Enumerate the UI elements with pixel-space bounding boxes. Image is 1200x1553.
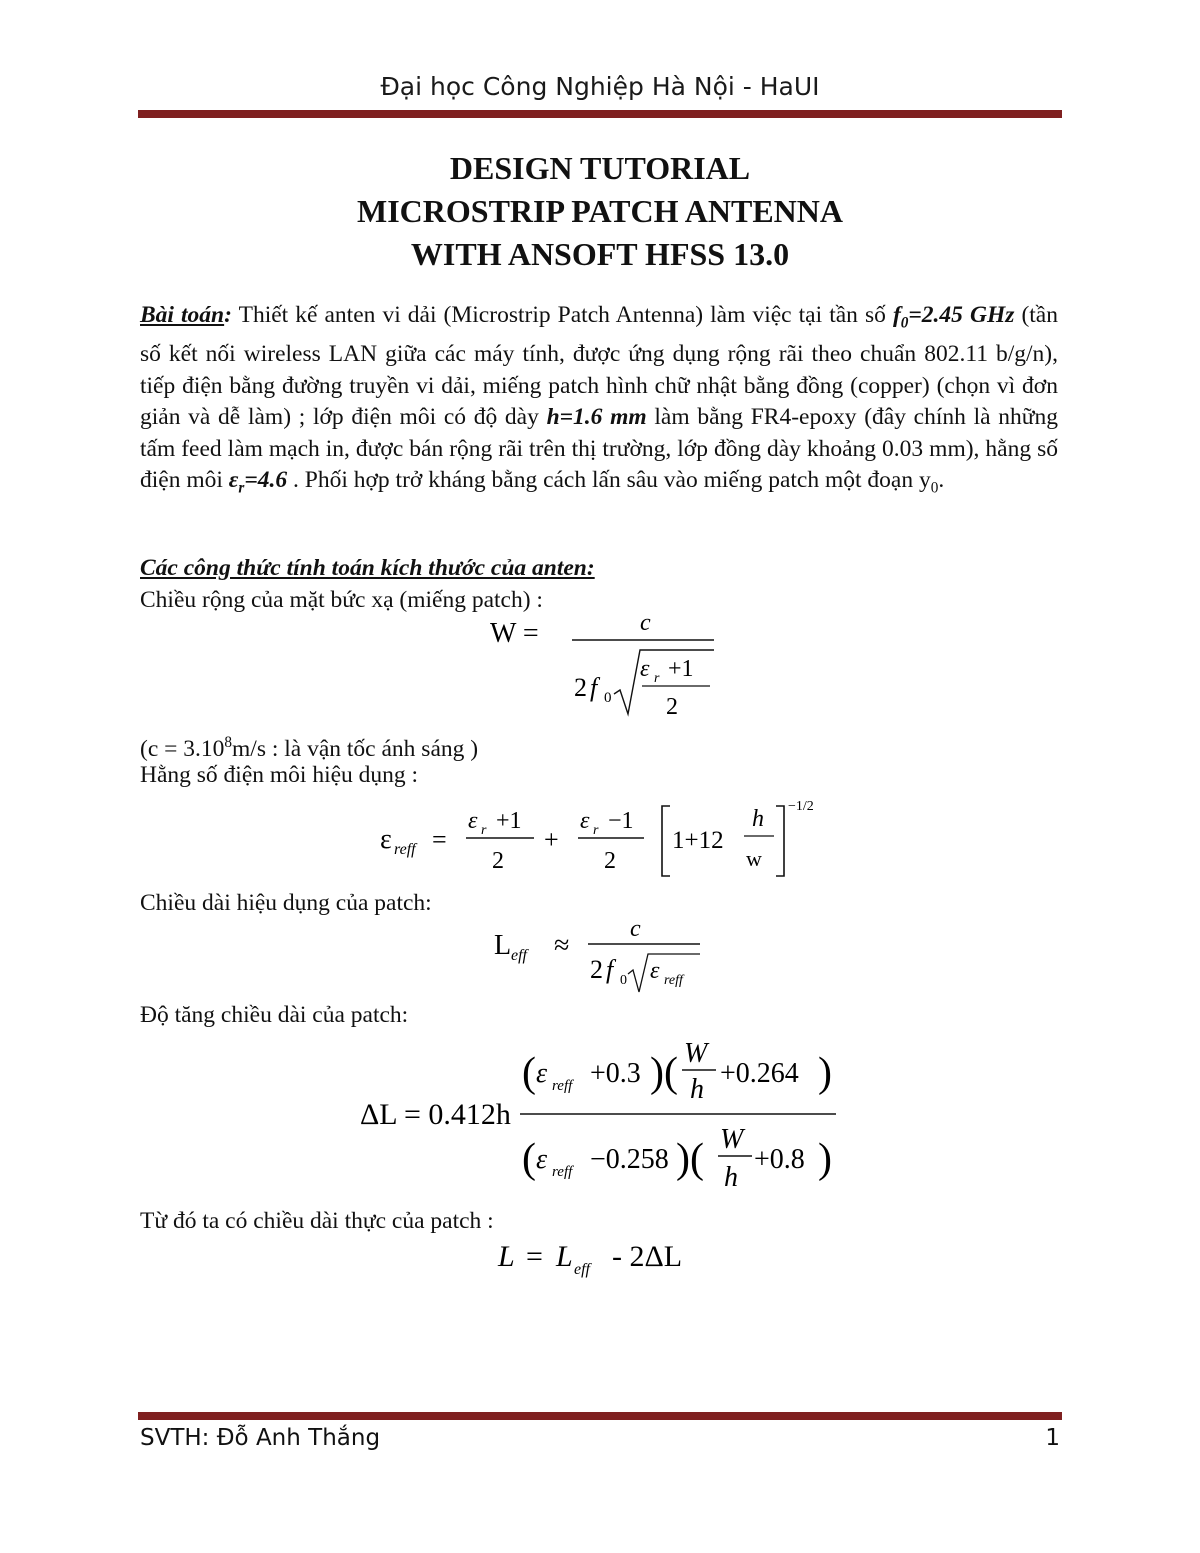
svg-text:+0.264: +0.264 <box>720 1058 799 1089</box>
svg-text:h: h <box>690 1074 704 1105</box>
svg-text:−1: −1 <box>608 808 634 834</box>
title-line-2: MICROSTRIP PATCH ANTENNA <box>357 193 843 229</box>
ereff-label: Hằng số điện môi hiệu dụng : <box>140 762 419 788</box>
svg-text:r: r <box>481 823 487 838</box>
svg-text:0: 0 <box>620 973 627 988</box>
svg-text:f: f <box>590 673 598 702</box>
svg-text:1+12: 1+12 <box>672 827 724 854</box>
header-rule <box>138 110 1062 118</box>
page-number: 1 <box>1045 1425 1060 1451</box>
svg-text:+0.3: +0.3 <box>590 1058 641 1089</box>
svg-text:): ) <box>818 1050 832 1096</box>
width-label: Chiều rộng của mặt bức xạ (miếng patch) : <box>140 587 543 613</box>
svg-text:+: + <box>544 825 559 854</box>
svg-text:2: 2 <box>590 955 603 984</box>
svg-text:c: c <box>630 916 641 942</box>
dl-label: Độ tăng chiều dài của patch: <box>140 1002 409 1028</box>
svg-text:(: ( <box>522 1136 536 1182</box>
y0-subscript: 0 <box>930 479 939 497</box>
svg-text:+1: +1 <box>668 656 694 682</box>
author: SVTH: Đỗ Anh Thắng <box>140 1425 381 1451</box>
svg-text:+0.8: +0.8 <box>754 1144 805 1175</box>
w-lhs: W = <box>490 618 539 649</box>
problem-text-2: (tần số kết nối wireless LAN giữa các máy tính, được ứng dụng rộng rãi theo chuẩn 802.11 b/g/n), tiếp điện bằng đường truyền vi dải, miếng patch hình chữ nhật bằng đồng (copper) (chọn vì đơn giản và dễ làm) ; lớp điện môi có độ dày <box>140 302 1058 431</box>
svg-text:W: W <box>684 1038 708 1069</box>
svg-text:ε: ε <box>580 808 590 834</box>
svg-text:reff: reff <box>664 973 683 988</box>
svg-text:): ) <box>650 1050 664 1096</box>
h-value: h=1.6 mm <box>546 404 647 431</box>
problem-label: Bài toán <box>140 302 225 328</box>
svg-text:reff: reff <box>552 1164 573 1180</box>
svg-text:=: = <box>526 1240 543 1273</box>
svg-text:w: w <box>746 846 762 871</box>
svg-text:h: h <box>752 806 764 832</box>
svg-text:eff: eff <box>574 1261 590 1278</box>
svg-text:≈: ≈ <box>554 930 570 961</box>
svg-text:reff: reff <box>394 841 416 858</box>
svg-text:2: 2 <box>492 848 504 874</box>
problem-text-4: . Phối hợp trở kháng bằng cách lấn sâu vào miếng patch một đoạn y <box>287 467 931 494</box>
problem-statement: Bài toán: Thiết kế anten vi dải (Microstrip Patch Antenna) làm việc tại tần số $f_0=2.45$ GHz (tần số kết nối wireless LAN giữa các máy tính, được ứng dụng rộng rãi theo chuẩn 802.11 b/g/n), tiếp điện bằng đường truyền vi dải, miếng patch hình chữ nhật bằng đồng (copper) (chọn vì đơn giản và dễ làm) ; lớp điện môi có độ dày h=1.6 mm làm bằng FR4-epoxy (đây chính là những tấm feed làm mạch in, được bán rộng rãi trên thị trường, lớp đồng dày khoảng 0.03 mm), hằng số điện môi $\varepsilon_r=4.6$ . Phối hợp trở kháng bằng cách lấn sâu vào miếng patch một đoạn $y_0$. <box>140 302 1058 497</box>
page-header: Đại học Công Nghiệp Hà Nội - HaUI <box>380 72 820 101</box>
problem-text-1: Thiết kế anten vi dải (Microstrip Patch Antenna) làm việc tại tần số <box>231 302 893 328</box>
f0-symbol: $f_0=2.45$ GHz <box>892 302 1015 332</box>
leff-label: Chiều dài hiệu dụng của patch: <box>140 890 432 916</box>
svg-text:): ) <box>676 1136 690 1182</box>
svg-text:2: 2 <box>666 694 678 720</box>
svg-text:2: 2 <box>604 848 616 874</box>
svg-text:eff: eff <box>511 947 527 964</box>
svg-text:ε: ε <box>536 1058 548 1089</box>
svg-text:0: 0 <box>604 690 612 706</box>
svg-text:ε: ε <box>380 824 392 855</box>
leff-formula <box>492 912 712 996</box>
formulas-heading: Các công thức tính toán kích thước của anten: <box>140 555 595 581</box>
svg-text:−1/2: −1/2 <box>788 799 814 814</box>
c-note: ($c = 3.10^8m/s$ : là vận tốc ánh sáng ) <box>140 734 479 762</box>
svg-text:(: ( <box>664 1050 678 1096</box>
svg-text:=: = <box>432 825 447 854</box>
width-formula <box>488 606 728 724</box>
title-line-3: WITH ANSOFT HFSS 13.0 <box>410 236 790 272</box>
svg-text:W: W <box>720 1124 744 1155</box>
svg-text:L: L <box>494 930 512 961</box>
problem-text-3: làm bằng FR4-epoxy (đây chính là những tấm feed làm mạch in, được bán rộng rãi trên thị trường, lớp đồng dày khoảng 0.03 mm), hằng số điện môi <box>140 404 1058 494</box>
svg-text:ε: ε <box>650 958 660 984</box>
svg-text:(: ( <box>522 1050 536 1096</box>
svg-text:- 2ΔL: - 2ΔL <box>612 1240 683 1273</box>
svg-text:r: r <box>654 671 660 686</box>
delta-l-formula <box>358 1030 848 1202</box>
svg-text:ΔL = 0.412h: ΔL = 0.412h <box>360 1098 511 1131</box>
svg-text:reff: reff <box>552 1078 573 1094</box>
svg-text:ε: ε <box>536 1144 548 1175</box>
svg-text:+1: +1 <box>496 808 522 834</box>
l-formula <box>496 1236 716 1278</box>
svg-text:ε: ε <box>468 808 478 834</box>
title-line-1: DESIGN TUTORIAL <box>449 150 751 186</box>
svg-text:(: ( <box>690 1136 704 1182</box>
svg-text:L: L <box>498 1240 515 1273</box>
l-label: Từ đó ta có chiều dài thực của patch : <box>140 1208 494 1234</box>
page-footer <box>140 1425 1060 1451</box>
svg-text:−0.258: −0.258 <box>590 1144 669 1175</box>
er-value: $\varepsilon_r=4.6$ <box>228 467 288 497</box>
footer-rule <box>138 1412 1062 1420</box>
svg-text:ε: ε <box>640 656 650 682</box>
w-num-c: c <box>640 610 651 636</box>
svg-text:L: L <box>556 1240 573 1273</box>
svg-text:h: h <box>724 1162 738 1193</box>
svg-text:f: f <box>606 955 614 984</box>
document-title <box>0 147 1200 276</box>
svg-text:2: 2 <box>574 673 587 702</box>
ereff-formula <box>378 796 828 882</box>
problem-colon: : <box>224 302 232 328</box>
svg-text:r: r <box>593 823 599 838</box>
svg-text:): ) <box>818 1136 832 1182</box>
